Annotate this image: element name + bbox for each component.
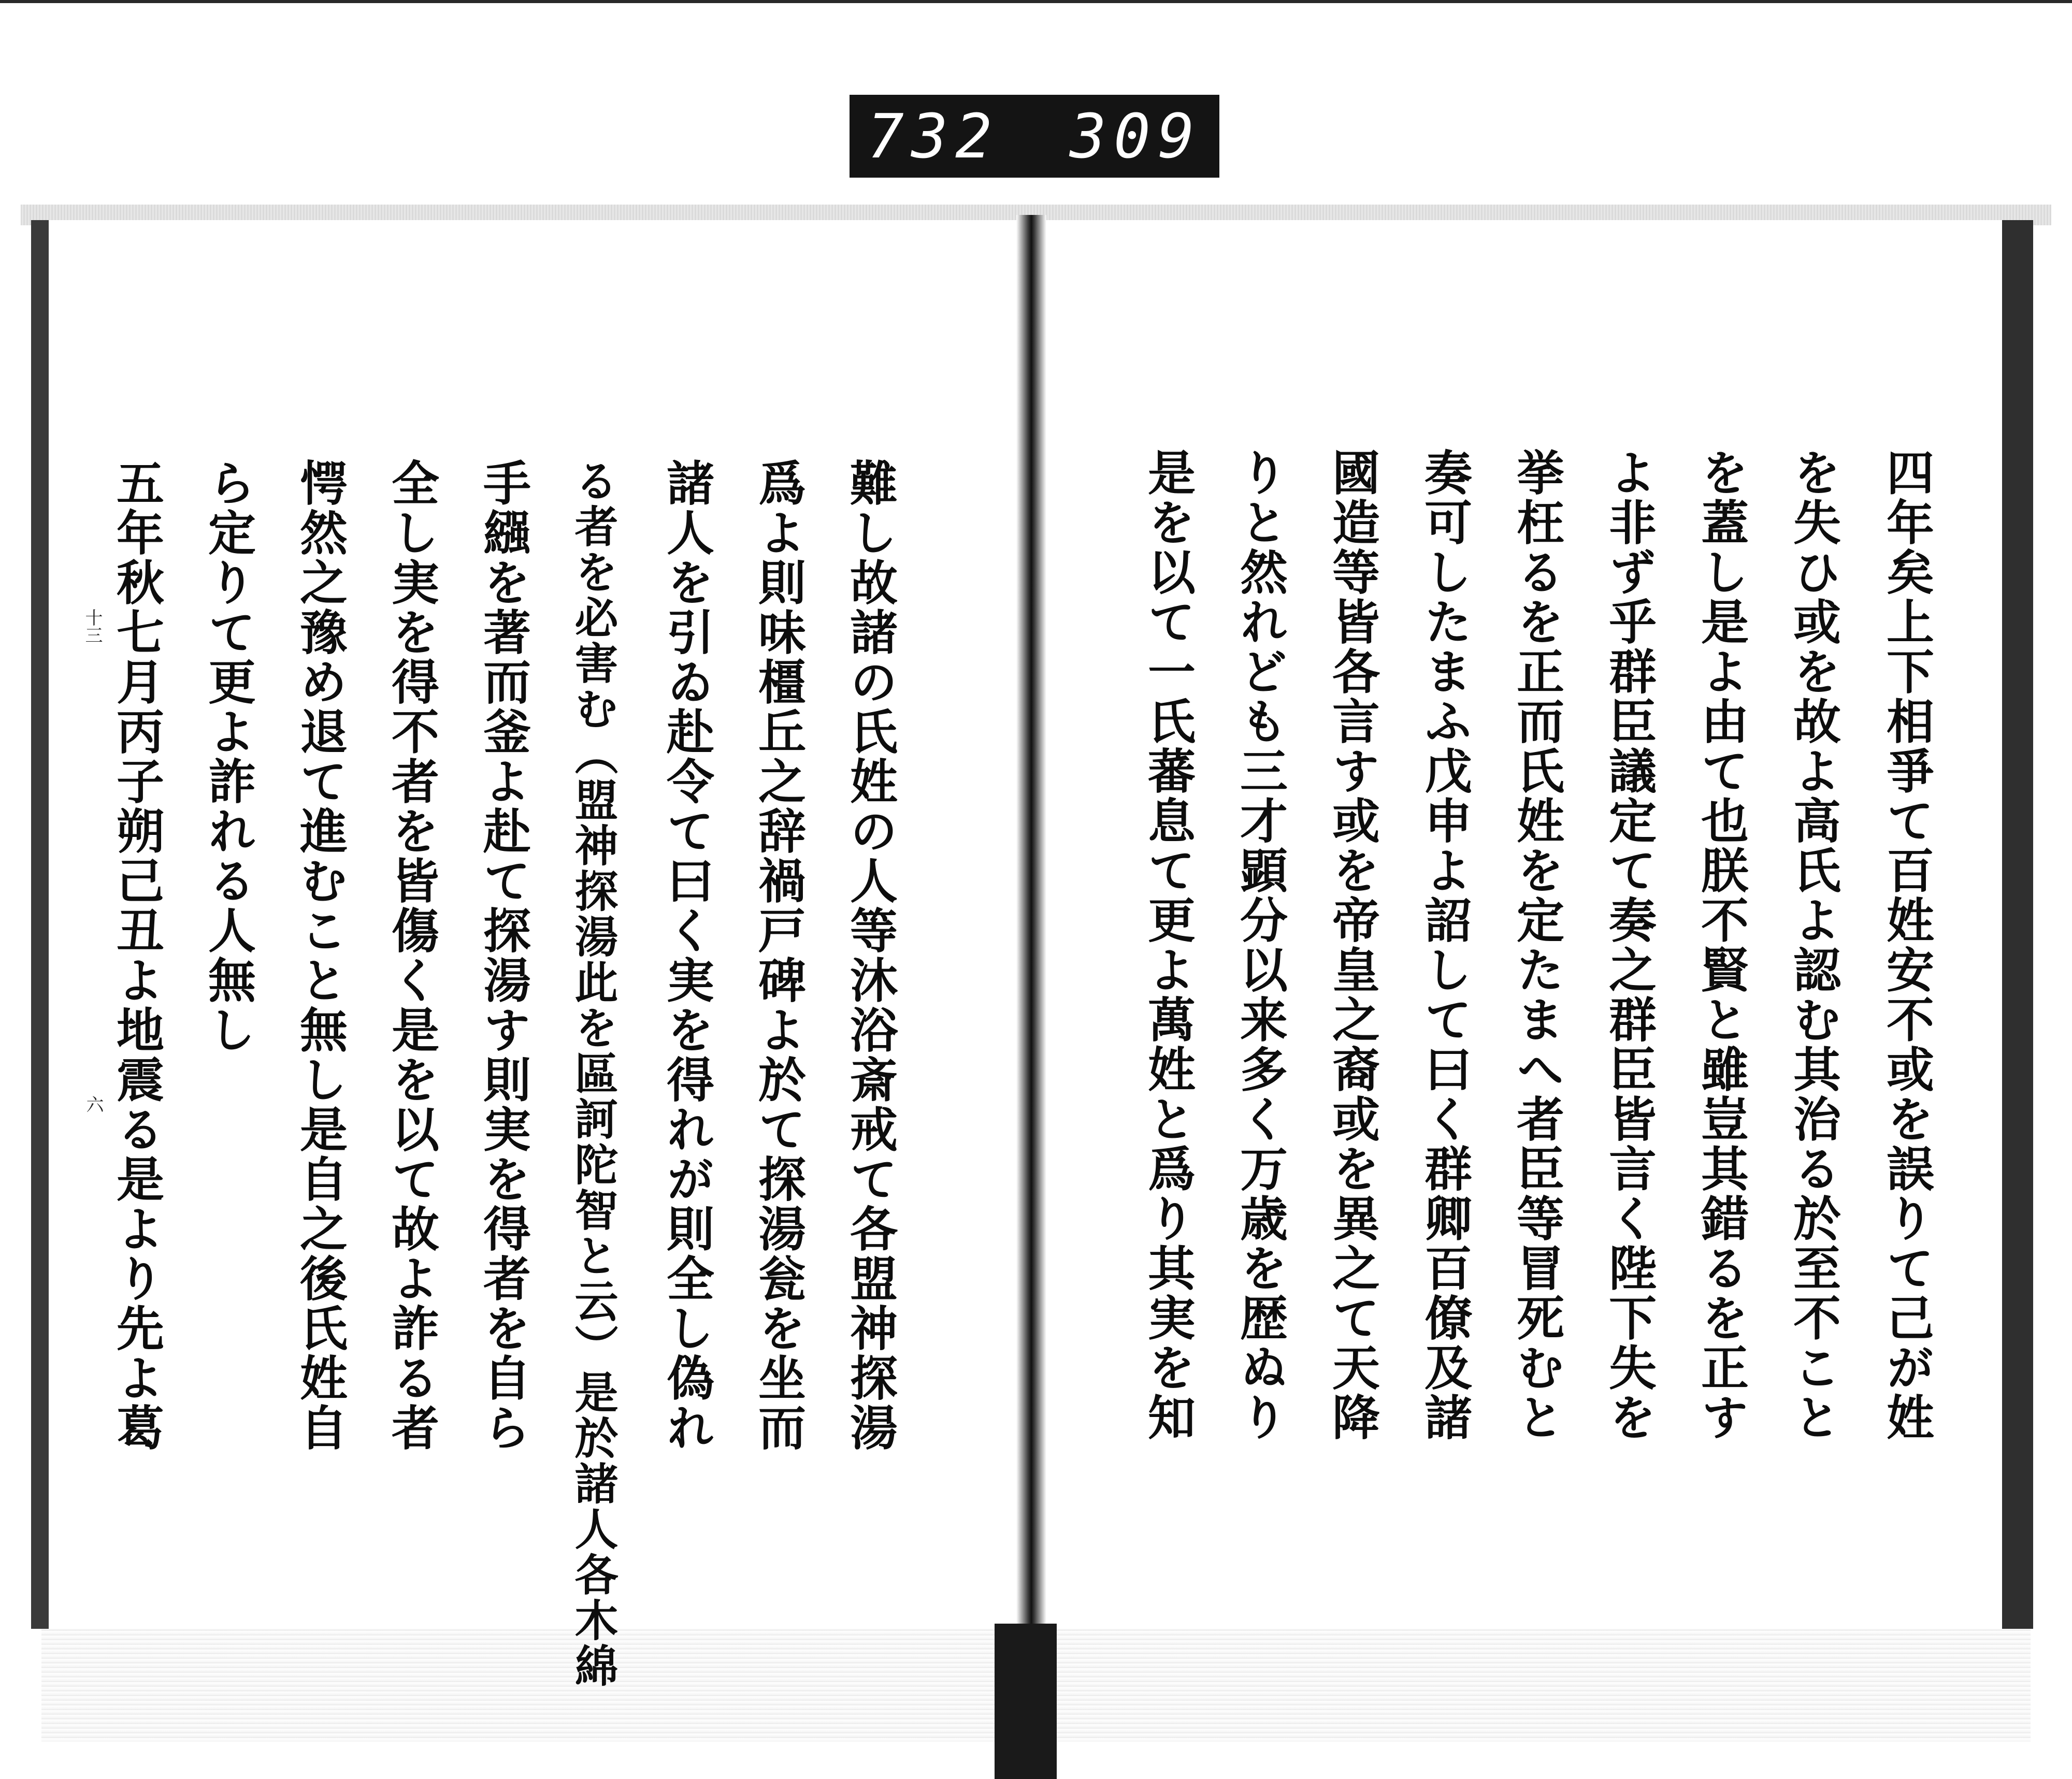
text-column: 是を以て一氏蕃息て更よ萬姓と爲り其実を知 [1140, 448, 1196, 1442]
open-book [21, 205, 2051, 1779]
text-column: 諸人を引ゐ赴令て曰く実を得れが則全し偽れ [659, 458, 715, 1453]
scan-label-right-number: 309 [1069, 100, 1202, 172]
text-column: 五年秋七月丙子朔己丑よ地震る是より先よ葛 [109, 458, 165, 1453]
left-page [31, 220, 1031, 1689]
text-column: を失ひ或を故よ高氏よ認む其治る於至不こと [1786, 448, 1841, 1442]
left-page-folio-mid: 六 [83, 1095, 104, 1113]
top-edge-rule [0, 0, 2072, 3]
text-column: 難し故諸の氏姓の人等沐浴斎戒て各盟神探湯 [842, 458, 898, 1453]
text-column: ら定りて更よ詐れる人無し [200, 458, 256, 1055]
book-gutter-bottom [995, 1624, 1057, 1779]
text-column: りと然れども三才顕分以来多く万歳を歴ぬり [1232, 448, 1288, 1442]
text-column: 全し実を得不者を皆傷く是を以て故よ詐る者 [384, 458, 440, 1453]
text-column: 奏可したまふ戊申よ詔して曰く群卿百僚及諸 [1417, 448, 1473, 1442]
right-page [1044, 220, 2033, 1629]
text-column: 挙枉るを正而氏姓を定たまへ者臣等冒死むと [1509, 448, 1565, 1442]
text-column: 國造等皆各言す或を帝皇之裔或を異之て天降 [1325, 448, 1380, 1442]
text-column: 四年矣上下相爭て百姓安不或を誤りて己が姓 [1879, 448, 1935, 1442]
scan-archive-label [850, 95, 1219, 178]
text-column: 手繦を著而釜よ赴て探湯す則実を得者を自ら [476, 458, 531, 1453]
text-column: よ非ず乎群臣議定て奏之群臣皆言く陛下失を [1601, 448, 1657, 1442]
left-page-bottom-edge [41, 1628, 995, 1742]
scan-label-left-number: 732 [867, 100, 1000, 172]
text-column: 愕然之豫め退て進むこと無し是自之後氏姓自 [292, 458, 348, 1453]
text-column: 爲よ則味橿丘之辞禍戸碑よ於て探湯瓮を坐而 [751, 458, 807, 1453]
right-page-bottom-edge [1057, 1628, 2031, 1742]
book-gutter [1016, 215, 1046, 1634]
text-column: る者を必害む（盟神探湯此を區訶陀智と云）是於諸人各木綿 [568, 458, 619, 1689]
text-column: を蓋し是よ由て也朕不賢と雖豈其錯るを正す [1693, 448, 1749, 1442]
left-page-folio-top: 十三 [82, 609, 103, 644]
